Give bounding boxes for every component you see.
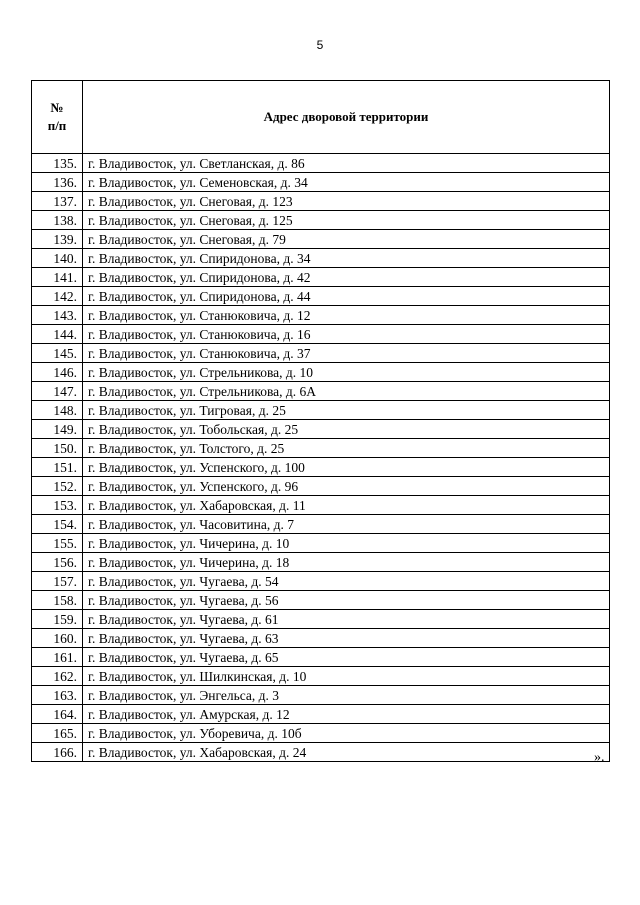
table-row bbox=[32, 382, 610, 401]
row-address-cell: г. Владивосток, ул. Спиридонова, д. 44 bbox=[83, 287, 610, 306]
row-number-cell: 147. bbox=[32, 382, 83, 401]
table-row bbox=[32, 420, 610, 439]
table-row bbox=[32, 572, 610, 591]
row-number-cell: 164. bbox=[32, 705, 83, 724]
table-row bbox=[32, 534, 610, 553]
row-number-cell: 161. bbox=[32, 648, 83, 667]
table-row bbox=[32, 287, 610, 306]
row-address-cell: г. Владивосток, ул. Тобольская, д. 25 bbox=[83, 420, 610, 439]
row-number-cell: 155. bbox=[32, 534, 83, 553]
table-row bbox=[32, 743, 610, 762]
table-row bbox=[32, 553, 610, 572]
row-address-cell: г. Владивосток, ул. Станюковича, д. 37 bbox=[83, 344, 610, 363]
row-address-cell: г. Владивосток, ул. Светланская, д. 86 bbox=[83, 154, 610, 173]
row-number-cell: 146. bbox=[32, 363, 83, 382]
row-number-cell: 144. bbox=[32, 325, 83, 344]
row-number-cell: 153. bbox=[32, 496, 83, 515]
row-address-cell: г. Владивосток, ул. Чугаева, д. 65 bbox=[83, 648, 610, 667]
row-number-cell: 135. bbox=[32, 154, 83, 173]
row-address-cell: г. Владивосток, ул. Стрельникова, д. 6А bbox=[83, 382, 610, 401]
row-address-cell: г. Владивосток, ул. Амурская, д. 12 bbox=[83, 705, 610, 724]
row-number-cell: 149. bbox=[32, 420, 83, 439]
table-row bbox=[32, 325, 610, 344]
table-row bbox=[32, 211, 610, 230]
row-number-cell: 137. bbox=[32, 192, 83, 211]
row-number-cell: 157. bbox=[32, 572, 83, 591]
row-address-cell: г. Владивосток, ул. Успенского, д. 96 bbox=[83, 477, 610, 496]
row-number-cell: 143. bbox=[32, 306, 83, 325]
table-row bbox=[32, 496, 610, 515]
row-address-cell: г. Владивосток, ул. Уборевича, д. 10б bbox=[83, 724, 610, 743]
page-number: 5 bbox=[316, 38, 324, 52]
row-address-cell: г. Владивосток, ул. Чугаева, д. 56 bbox=[83, 591, 610, 610]
table-row bbox=[32, 648, 610, 667]
table-row bbox=[32, 154, 610, 173]
header-number-abbrev: п/п bbox=[47, 118, 67, 133]
header-number-column bbox=[32, 81, 83, 154]
row-address-cell: г. Владивосток, ул. Семеновская, д. 34 bbox=[83, 173, 610, 192]
row-address-cell: г. Владивосток, ул. Стрельникова, д. 10 bbox=[83, 363, 610, 382]
row-number-cell: 141. bbox=[32, 268, 83, 287]
row-address-cell: г. Владивосток, ул. Станюковича, д. 12 bbox=[83, 306, 610, 325]
table-row bbox=[32, 724, 610, 743]
table-row bbox=[32, 230, 610, 249]
row-number-cell: 145. bbox=[32, 344, 83, 363]
address-table bbox=[31, 80, 610, 762]
row-address-cell: г. Владивосток, ул. Успенского, д. 100 bbox=[83, 458, 610, 477]
table-row bbox=[32, 629, 610, 648]
row-address-cell: г. Владивосток, ул. Спиридонова, д. 42 bbox=[83, 268, 610, 287]
row-address-cell: г. Владивосток, ул. Снеговая, д. 123 bbox=[83, 192, 610, 211]
row-address-cell: г. Владивосток, ул. Чугаева, д. 63 bbox=[83, 629, 610, 648]
row-address-cell: г. Владивосток, ул. Снеговая, д. 125 bbox=[83, 211, 610, 230]
row-number-cell: 150. bbox=[32, 439, 83, 458]
row-address-cell: г. Владивосток, ул. Чугаева, д. 61 bbox=[83, 610, 610, 629]
row-number-cell: 158. bbox=[32, 591, 83, 610]
row-number-cell: 154. bbox=[32, 515, 83, 534]
row-number-cell: 166. bbox=[32, 743, 83, 762]
header-number-symbol: № bbox=[50, 100, 64, 115]
row-address-cell: г. Владивосток, ул. Чичерина, д. 18 bbox=[83, 553, 610, 572]
row-number-cell: 159. bbox=[32, 610, 83, 629]
table-row bbox=[32, 173, 610, 192]
row-number-cell: 138. bbox=[32, 211, 83, 230]
table-row bbox=[32, 477, 610, 496]
table-row bbox=[32, 306, 610, 325]
table-header-row bbox=[32, 81, 610, 154]
row-address-cell: г. Владивосток, ул. Толстого, д. 25 bbox=[83, 439, 610, 458]
row-address-cell: г. Владивосток, ул. Часовитина, д. 7 bbox=[83, 515, 610, 534]
table-row bbox=[32, 401, 610, 420]
table-row bbox=[32, 458, 610, 477]
row-number-cell: 156. bbox=[32, 553, 83, 572]
table-row bbox=[32, 439, 610, 458]
row-address-cell: г. Владивосток, ул. Станюковича, д. 16 bbox=[83, 325, 610, 344]
table-row bbox=[32, 344, 610, 363]
table-row bbox=[32, 268, 610, 287]
row-address-cell: г. Владивосток, ул. Чичерина, д. 10 bbox=[83, 534, 610, 553]
row-address-cell: г. Владивосток, ул. Снеговая, д. 79 bbox=[83, 230, 610, 249]
row-number-cell: 140. bbox=[32, 249, 83, 268]
row-number-cell: 148. bbox=[32, 401, 83, 420]
table-row bbox=[32, 249, 610, 268]
header-address-column: Адрес дворовой территории bbox=[83, 81, 610, 154]
row-number-cell: 151. bbox=[32, 458, 83, 477]
row-address-cell: г. Владивосток, ул. Энгельса, д. 3 bbox=[83, 686, 610, 705]
row-number-cell: 152. bbox=[32, 477, 83, 496]
row-address-cell: г. Владивосток, ул. Спиридонова, д. 34 bbox=[83, 249, 610, 268]
table-body bbox=[32, 154, 610, 762]
row-number-cell: 165. bbox=[32, 724, 83, 743]
row-number-cell: 160. bbox=[32, 629, 83, 648]
row-number-cell: 162. bbox=[32, 667, 83, 686]
table-row bbox=[32, 686, 610, 705]
table-row bbox=[32, 515, 610, 534]
table-row bbox=[32, 591, 610, 610]
table-row bbox=[32, 192, 610, 211]
table-row bbox=[32, 667, 610, 686]
row-number-cell: 163. bbox=[32, 686, 83, 705]
row-address-cell: г. Владивосток, ул. Шилкинская, д. 10 bbox=[83, 667, 610, 686]
row-number-cell: 136. bbox=[32, 173, 83, 192]
table-row bbox=[32, 363, 610, 382]
row-address-cell: г. Владивосток, ул. Тигровая, д. 25 bbox=[83, 401, 610, 420]
closing-quote-mark: ». bbox=[594, 750, 605, 765]
row-number-cell: 139. bbox=[32, 230, 83, 249]
row-address-cell: г. Владивосток, ул. Чугаева, д. 54 bbox=[83, 572, 610, 591]
row-address-cell: г. Владивосток, ул. Хабаровская, д. 11 bbox=[83, 496, 610, 515]
table-row bbox=[32, 610, 610, 629]
row-address-cell: г. Владивосток, ул. Хабаровская, д. 24 bbox=[83, 743, 610, 762]
table-row bbox=[32, 705, 610, 724]
row-number-cell: 142. bbox=[32, 287, 83, 306]
